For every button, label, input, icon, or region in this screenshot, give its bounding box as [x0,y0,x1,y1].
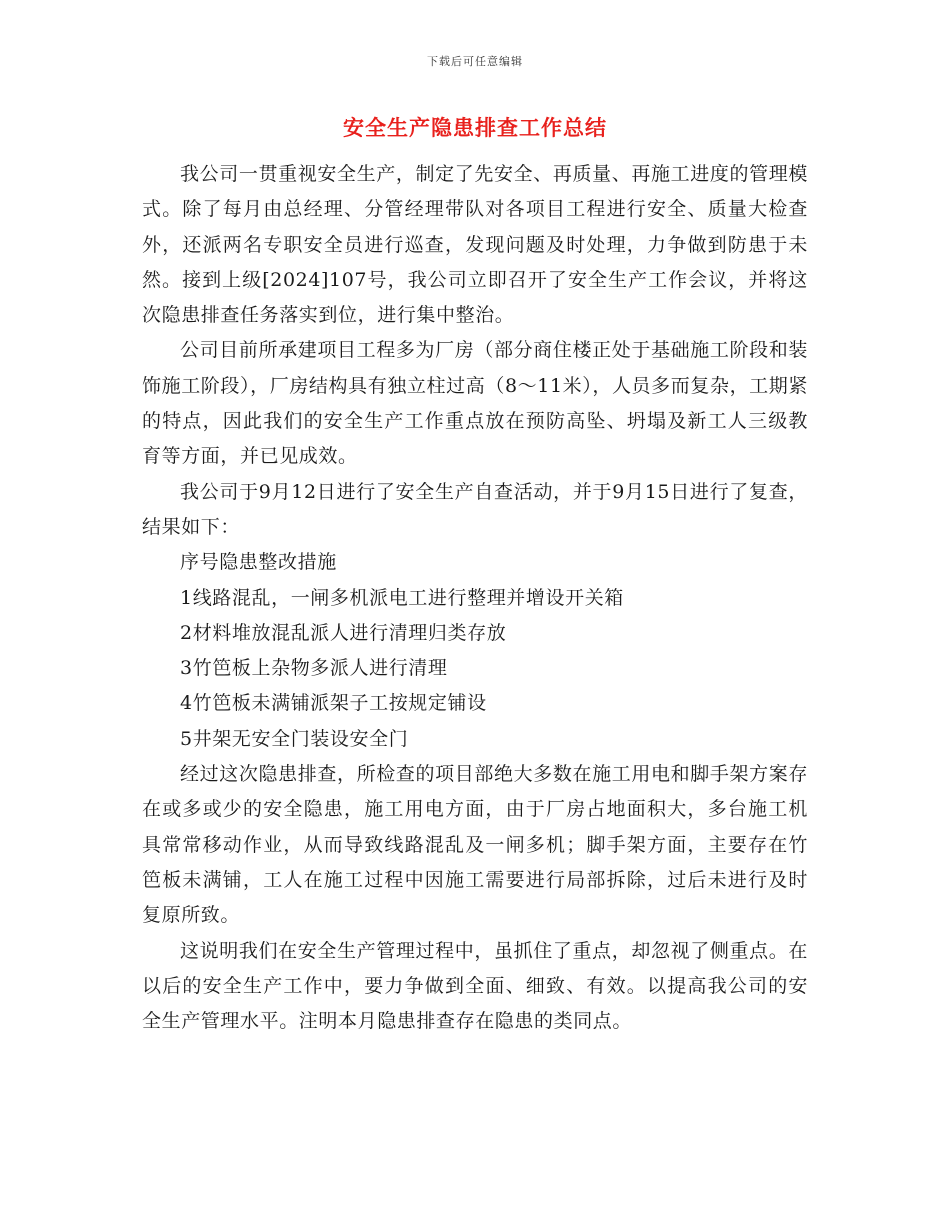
paragraph-projects: 公司目前所承建项目工程多为厂房（部分商住楼正处于基础施工阶段和装饰施工阶段），厂房结构具有独立柱过高（8～11米），人员多而复杂，工期紧的特点，因此我们的安全生产工作重点放在预防高坠、坍塌及新工人三级教育等方面，并已见成效。 [142,339,808,468]
document-body [142,157,808,1039]
paragraph-inspection: 我公司于9月12日进行了安全生产自查活动，并于9月15日进行了复查，结果如下： [142,480,808,538]
list-item: 3竹笆板上杂物多派人进行清理 [180,657,448,680]
paragraph-intro: 我公司一贯重视安全生产，制定了先安全、再质量、再施工进度的管理模式。除了每月由总经理、分管经理带队对各项目工程进行安全、质量大检查外，还派两名专职安全员进行巡查，发现问题及时处理，力争做到防患于未然。接到上级[2024]107号，我公司立即召开了安全生产工作会议，并将这次隐患排查任务落实到位，进行集中整治。 [142,163,808,327]
list-header: 序号隐患整改措施 [180,551,337,574]
paragraph-conclusion: 这说明我们在安全生产管理过程中，虽抓住了重点，却忽视了侧重点。在以后的安全生产工作中，要力争做到全面、细致、有效。以提高我公司的安全生产管理水平。注明本月隐患排查存在隐患的类同点。 [142,939,808,1033]
list-item: 4竹笆板未满铺派架子工按规定铺设 [180,692,487,715]
document-title: 安全生产隐患排查工作总结 [343,116,607,140]
list-item: 5井架无安全门装设安全门 [180,727,409,750]
list-item: 1线路混乱，一闸多机派电工进行整理并增设开关箱 [180,586,624,609]
paragraph-findings: 经过这次隐患排查，所检查的项目部绝大多数在施工用电和脚手架方案存在或多或少的安全隐患，施工用电方面，由于厂房占地面积大，多台施工机具常常移动作业，从而导致线路混乱及一闸多机；脚手架方面，主要存在竹笆板未满铺，工人在施工过程中因施工需要进行局部拆除，过后未进行及时复原所致。 [142,763,808,927]
header-note: 下载后可任意编辑 [427,55,523,68]
list-item: 2材料堆放混乱派人进行清理归类存放 [180,621,507,644]
